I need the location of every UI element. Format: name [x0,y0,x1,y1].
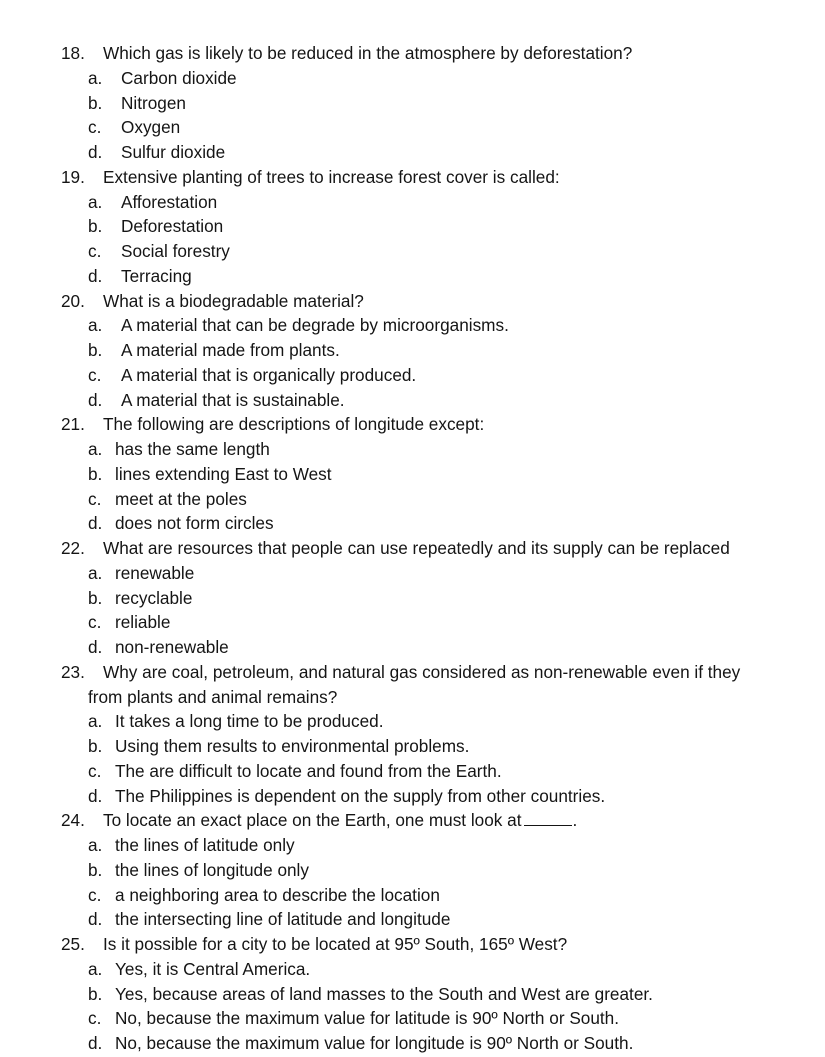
option-18c [0,115,825,140]
question-number: 20. [61,290,85,311]
question-text: Why are coal, petroleum, and natural gas considered as non-renewable even if they [103,661,741,682]
option-letter: b. [88,736,103,756]
option-text: lines extending East to West [115,463,332,484]
question-number: 18. [61,43,85,63]
option-22c [0,610,825,635]
option-text: No, because the maximum value for longitude is 90º North or South. [115,1033,634,1053]
option-letter: d. [88,785,103,806]
question-text: What are resources that people can use repeatedly and its supply can be replaced [103,538,730,558]
option-21c [0,487,825,512]
option-text: Yes, because areas of land masses to the South and West are greater. [115,983,653,1004]
question-text: Extensive planting of trees to increase forest cover is called: [103,166,560,187]
option-letter: a. [88,315,103,336]
question-text: Which gas is likely to be reduced in the atmosphere by deforestation? [103,43,633,63]
option-text: Terracing [121,265,192,286]
option-text: the lines of latitude only [115,835,295,855]
option-letter: a. [88,191,103,212]
option-letter: b. [88,92,103,113]
question-number: 24. [61,810,85,831]
option-letter: a. [88,711,103,732]
question-text-continuation: from plants and animal remains? [88,686,338,707]
option-text: Afforestation [121,191,218,212]
option-25c [0,1006,825,1031]
option-text: the lines of longitude only [115,859,309,880]
option-text: The Philippines is dependent on the supply from other countries. [115,785,606,806]
question-text: The following are descriptions of longitude except: [103,414,485,435]
option-21b [0,462,825,487]
option-text: A material that can be degrade by microorganisms. [121,315,509,336]
option-23b [0,734,825,759]
option-letter: a. [88,562,103,583]
option-letter: b. [88,463,103,484]
option-20b [0,338,825,363]
option-25d [0,1031,825,1056]
option-text: Sulfur dioxide [121,142,226,162]
option-letter: d. [88,637,103,657]
option-text: The are difficult to locate and found from the Earth. [115,760,502,781]
option-text: a neighboring area to describe the location [115,884,440,905]
option-text: Oxygen [121,117,181,138]
option-18a [0,66,825,91]
option-letter: c. [88,884,102,905]
option-letter: a. [88,835,103,855]
option-text: has the same length [115,439,270,459]
option-text: Carbon dioxide [121,67,237,88]
question-24 [0,808,825,833]
option-21a [0,437,825,462]
question-19 [0,165,825,190]
option-19a [0,190,825,215]
option-19b [0,214,825,239]
option-letter: b. [88,983,103,1004]
option-letter: c. [88,364,102,385]
question-text-with-blank [103,808,577,833]
option-24c [0,883,825,908]
option-letter: c. [88,612,102,633]
option-24d [0,907,825,932]
question-number: 19. [61,166,85,187]
option-23d [0,784,825,809]
option-letter: d. [88,909,103,930]
option-letter: c. [88,488,102,509]
question-text: Is it possible for a city to be located at 95º South, 165º West? [103,934,568,954]
option-text: reliable [115,612,171,633]
question-20 [0,289,825,314]
option-letter: c. [88,1008,102,1029]
blank-suffix: . [572,810,578,831]
question-number: 22. [61,538,85,558]
question-list [0,41,825,1056]
option-text: Nitrogen [121,92,186,113]
question-text: To locate an exact place on the Earth, one must look at [103,810,522,831]
option-text: Deforestation [121,216,224,237]
option-letter: c. [88,241,102,261]
option-text: the intersecting line of latitude and longitude [115,909,451,930]
option-22b [0,586,825,611]
option-25b [0,982,825,1007]
question-25 [0,932,825,957]
question-18 [0,41,825,66]
option-text: non-renewable [115,637,229,657]
question-23 [0,660,825,685]
option-letter: d. [88,142,103,162]
option-letter: d. [88,513,103,534]
option-text: Yes, it is Central America. [115,958,311,979]
option-text: No, because the maximum value for latitude is 90º North or South. [115,1008,620,1029]
question-number: 25. [61,934,85,954]
option-text: A material that is organically produced. [121,364,417,385]
option-24b [0,858,825,883]
option-letter: b. [88,859,103,880]
option-22d [0,635,825,660]
option-letter: a. [88,439,103,459]
option-text: A material made from plants. [121,340,340,360]
option-19d [0,264,825,289]
option-text: It takes a long time to be produced. [115,711,384,732]
option-text: does not form circles [115,513,274,534]
option-text: recyclable [115,587,193,608]
answer-blank [524,810,572,826]
option-20c [0,363,825,388]
option-text: meet at the poles [115,488,247,509]
option-25a [0,957,825,982]
option-text: A material that is sustainable. [121,389,345,410]
option-letter: b. [88,587,103,608]
option-24a [0,833,825,858]
option-20a [0,313,825,338]
question-number: 23. [61,661,85,682]
option-18d [0,140,825,165]
option-letter: a. [88,67,103,88]
option-18b [0,91,825,116]
option-21d [0,511,825,536]
option-letter: a. [88,958,103,979]
option-letter: c. [88,760,102,781]
option-text: renewable [115,562,195,583]
option-23a [0,709,825,734]
question-text: What is a biodegradable material? [103,290,364,311]
option-letter: d. [88,265,103,286]
option-22a [0,561,825,586]
option-23c [0,759,825,784]
question-22 [0,536,825,561]
option-text: Using them results to environmental problems. [115,736,470,756]
question-23-continuation [0,685,825,710]
option-19c [0,239,825,264]
question-21 [0,412,825,437]
option-text: Social forestry [121,241,230,261]
option-20d [0,388,825,413]
option-letter: b. [88,216,103,237]
option-letter: d. [88,1033,103,1053]
question-number: 21. [61,414,85,435]
option-letter: b. [88,340,103,360]
option-letter: d. [88,389,103,410]
option-letter: c. [88,117,102,138]
